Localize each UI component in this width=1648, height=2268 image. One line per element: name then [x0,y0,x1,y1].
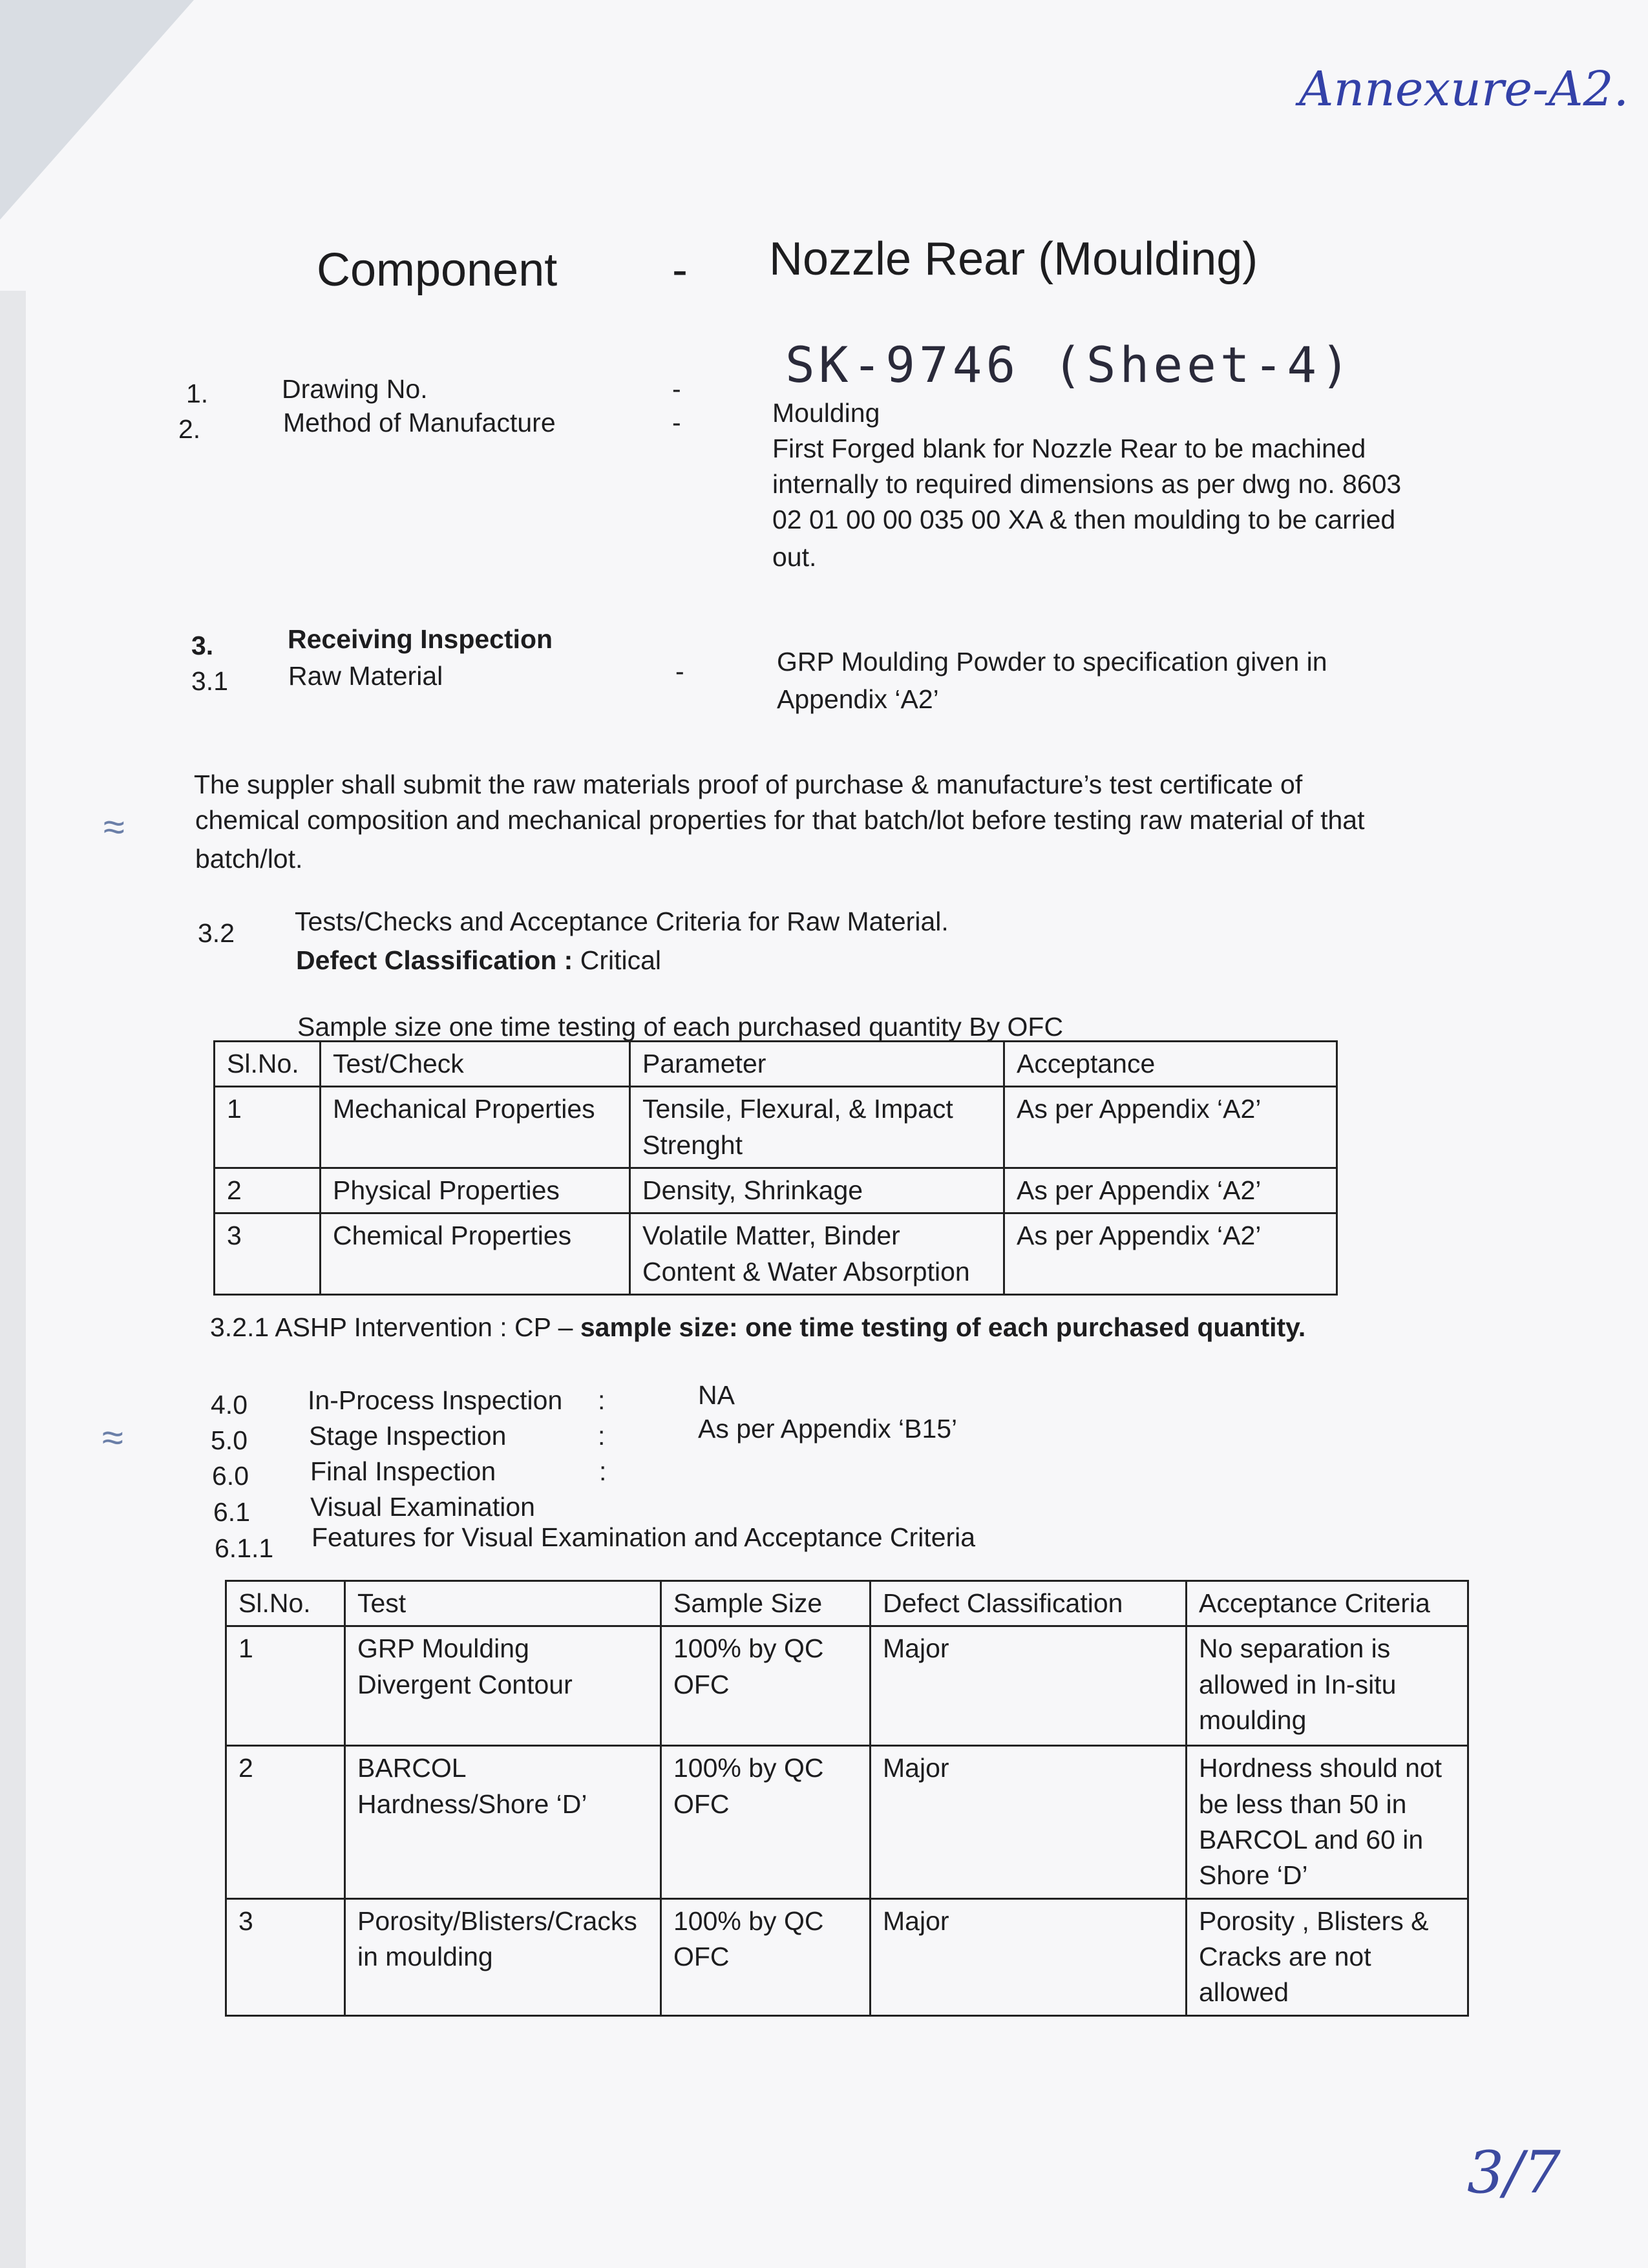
scan-mark-icon: ≈ [102,1416,123,1459]
raw-material-value: GRP Moulding Powder to specification given in [777,647,1327,677]
inspection-number: 4.0 [211,1390,248,1420]
supplier-note-line: chemical composition and mechanical properties for that batch/lot before testing raw material of that [195,805,1365,835]
table-row [226,1746,1468,1898]
raw-material-value: Appendix ‘A2’ [777,684,939,714]
cell-parameter: Volatile Matter, Binder Content & Water Absorption [630,1213,1004,1295]
header-test-check: Test/Check [321,1042,630,1087]
cell-test: Physical Properties [321,1168,630,1213]
component-label: Component [317,244,558,296]
inspection-colon: : [599,1456,607,1486]
cell-defect-classification: Major [871,1898,1187,2015]
supplier-note-line: batch/lot. [195,844,303,874]
table-row [226,1898,1468,2015]
item-1-dash: - [672,374,681,404]
header-sl-no: Sl.No. [215,1042,321,1087]
cell-acceptance-criteria: Porosity , Blisters & Cracks are not allowed [1187,1898,1468,2015]
inspection-number: 6.0 [212,1461,249,1491]
inspection-label: In-Process Inspection [308,1385,563,1415]
inspection-colon: : [598,1421,606,1451]
cell-acceptance: As per Appendix ‘A2’ [1004,1213,1337,1295]
drawing-number-handwritten: SK-9746 (Sheet-4) [785,336,1354,394]
raw-material-table [213,1040,1338,1296]
item-2-number: 2. [178,414,201,444]
cell-acceptance: As per Appendix ‘A2’ [1004,1168,1337,1213]
cell-test: Porosity/Blisters/Cracks in moulding [345,1898,661,2015]
item-2-value-title: Moulding [772,398,880,428]
item-2-value-line: internally to required dimensions as per dwg no. 8603 [772,469,1402,499]
cell-sample-size: 100% by QC OFC [661,1746,871,1898]
item-2-value-line: out. [772,542,817,572]
cell-parameter: Tensile, Flexural, & Impact Strenght [630,1087,1004,1168]
inspection-label: Visual Examination [310,1492,535,1522]
folded-corner [0,0,194,220]
scan-mark-icon: ≈ [103,805,125,848]
ashp-sample-size: sample size: one time testing of each purchased quantity. [580,1312,1306,1342]
inspection-number: 6.1 [213,1497,250,1527]
item-2-value-line: First Forged blank for Nozzle Rear to be machined [772,434,1366,463]
header-acceptance-criteria: Acceptance Criteria [1187,1581,1468,1626]
inspection-value: As per Appendix ‘B15’ [698,1414,958,1444]
sample-size-note: Sample size one time testing of each purchased quantity By OFC [297,1012,1064,1042]
cell-test: GRP Moulding Divergent Contour [345,1626,661,1746]
section-3-1-number: 3.1 [191,666,228,696]
table-header-row [226,1581,1468,1626]
annexure-annotation: Annexure-A2. [1299,61,1629,117]
item-1-label: Drawing No. [282,374,428,404]
inspection-colon: : [598,1385,606,1415]
page-number: 3/7 [1467,2139,1561,2207]
cell-sample-size: 100% by QC OFC [661,1898,871,2015]
cell-acceptance-criteria: Hordness should not be less than 50 in BARCOL and 60 in Shore ‘D’ [1187,1746,1468,1898]
table-row [226,1626,1468,1746]
cell-sl-no: 2 [215,1168,321,1213]
inspection-number: 6.1.1 [215,1533,274,1563]
section-3-title: Receiving Inspection [288,624,553,654]
table-row [215,1213,1337,1295]
header-acceptance: Acceptance [1004,1042,1337,1087]
defect-classification [296,945,661,976]
section-3-2-number: 3.2 [198,918,235,948]
visual-examination-table [225,1580,1469,2017]
supplier-note-line: The suppler shall submit the raw materials proof of purchase & manufacture’s test certificate of [194,770,1303,799]
header-sample-size: Sample Size [661,1581,871,1626]
table-header-row [215,1042,1337,1087]
section-3-number: 3. [191,631,214,660]
cell-acceptance: As per Appendix ‘A2’ [1004,1087,1337,1168]
ashp-prefix: 3.2.1 ASHP Intervention : CP – [210,1312,573,1342]
raw-material-label: Raw Material [288,661,443,691]
cell-sl-no: 3 [215,1213,321,1295]
cell-test: BARCOL Hardness/Shore ‘D’ [345,1746,661,1898]
cell-defect-classification: Major [871,1626,1187,1746]
item-2-dash: - [672,408,681,437]
cell-sl-no: 1 [215,1087,321,1168]
cell-parameter: Density, Shrinkage [630,1168,1004,1213]
cell-sample-size: 100% by QC OFC [661,1626,871,1746]
cell-defect-classification: Major [871,1746,1187,1898]
scan-edge [0,291,26,2268]
cell-acceptance-criteria: No separation is allowed in In-situ moulding [1187,1626,1468,1746]
component-value: Nozzle Rear (Moulding) [769,233,1258,285]
component-dash: - [672,244,688,296]
table-row [215,1168,1337,1213]
inspection-label: Features for Visual Examination and Acceptance Criteria [312,1522,976,1552]
cell-test: Mechanical Properties [321,1087,630,1168]
item-2-label: Method of Manufacture [283,408,556,437]
header-test: Test [345,1581,661,1626]
item-1-number: 1. [186,379,209,408]
cell-test: Chemical Properties [321,1213,630,1295]
section-3-2-title: Tests/Checks and Acceptance Criteria for Raw Material. [295,907,949,936]
cell-sl-no: 2 [226,1746,345,1898]
ashp-intervention [210,1312,1305,1343]
defect-classification-label: Defect Classification : [296,945,573,975]
table-row [215,1087,1337,1168]
raw-material-dash: - [675,656,684,686]
inspection-number: 5.0 [211,1425,248,1455]
cell-sl-no: 1 [226,1626,345,1746]
inspection-value: NA [698,1380,735,1410]
inspection-label: Final Inspection [310,1456,496,1486]
defect-classification-value: Critical [580,945,662,975]
item-2-value-line: 02 01 00 00 035 00 XA & then moulding to be carried [772,505,1396,534]
header-parameter: Parameter [630,1042,1004,1087]
inspection-label: Stage Inspection [309,1421,507,1451]
header-sl-no: Sl.No. [226,1581,345,1626]
header-defect-classification: Defect Classification [871,1581,1187,1626]
cell-sl-no: 3 [226,1898,345,2015]
